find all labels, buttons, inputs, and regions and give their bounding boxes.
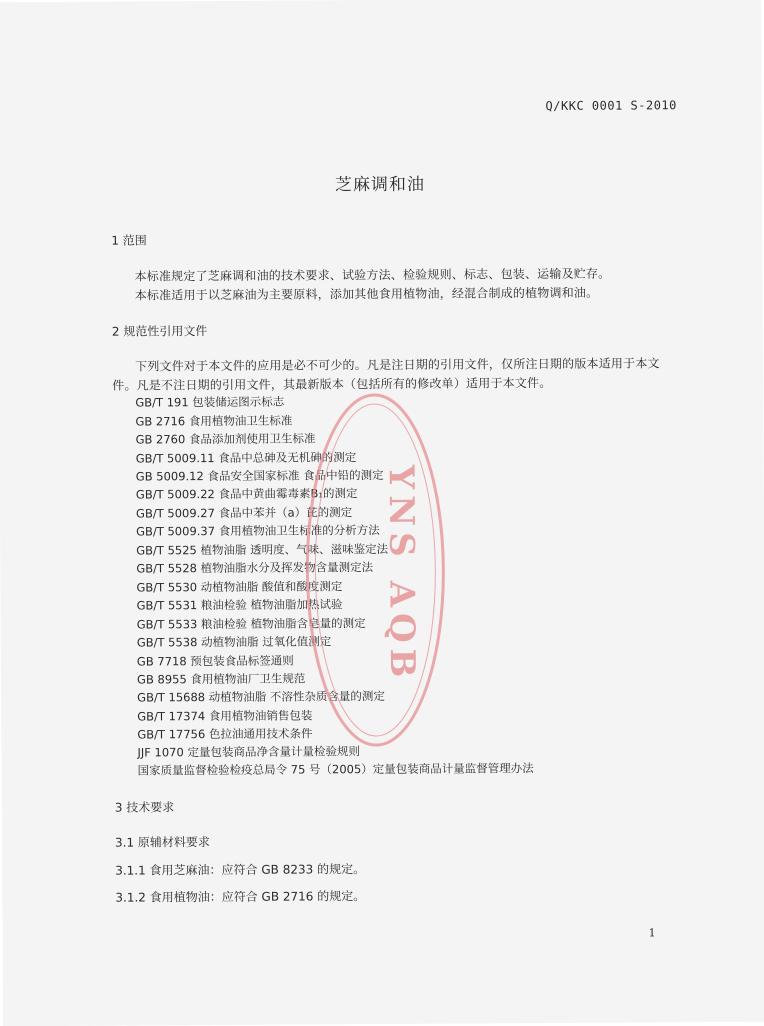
ref-item: GB/T 17374 食用植物油销售包装 (137, 708, 313, 724)
ref-item: GB/T 5525 植物油脂 透明度、气味、滋味鉴定法 (136, 541, 389, 558)
document-title: 芝麻调和油 (334, 174, 426, 196)
ref-item: GB/T 17756 色拉油通用技术条件 (137, 726, 313, 742)
section-2-heading: 2 规范性引用文件 (111, 324, 208, 339)
ref-item: GB/T 15688 动植物油脂 不溶性杂质含量的测定 (137, 688, 385, 705)
ref-item: GB 2760 食品添加剂使用卫生标准 (135, 431, 316, 447)
section-1-line-2: 本标准适用于以芝麻油为主要原料，添加其他食用植物油，经混合制成的植物调和油。 (134, 285, 599, 303)
section-3-1-heading: 3.1 原辅材料要求 (114, 835, 210, 850)
ref-item: JJF 1070 定量包装商品净含量计量检验规则 (137, 744, 360, 760)
ref-item: GB 2716 食用植物油卫生标准 (135, 413, 293, 429)
ref-item: GB/T 5009.22 食品中黄曲霉毒素B₁的测定 (135, 486, 358, 502)
section-3-heading: 3 技术要求 (114, 800, 175, 815)
page-number: 1 (648, 926, 656, 940)
ref-item: GB/T 191 包装储运图示标志 (135, 394, 285, 410)
ref-item: GB 8955 食用植物油厂卫生规范 (136, 671, 306, 687)
section-1-heading: 1 范围 (111, 233, 147, 248)
ref-item: GB/T 5530 动植物油脂 酸值和酸度测定 (136, 579, 343, 595)
ref-item: 国家质量监督检验检疫总局令 75 号（2005）定量包装商品计量监督管理办法 (137, 761, 534, 778)
svg-text:YNS AQB: YNS AQB (380, 464, 423, 684)
section-2-intro-1: 下列文件对于本文件的应用是必不可少的。凡是注日期的引用文件，仅所注日期的版本适用于本文 (135, 356, 660, 374)
ref-item: GB/T 5009.27 食品中苯并（a）芘的测定 (135, 505, 353, 521)
standard-code: Q/KKC 0001 S-2010 (545, 98, 677, 113)
ref-item: GB/T 5009.37 食用植物油卫生标准的分析方法 (136, 523, 380, 539)
ref-item: GB/T 5528 植物油脂水分及挥发物含量测定法 (136, 560, 374, 576)
section-2-intro-2: 件。凡是不注日期的引用文件，其最新版本（包括所有的修改单）适用于本文件。 (112, 375, 552, 393)
ref-item: GB 5009.12 食品安全国家标准 食品中铅的测定 (135, 467, 384, 484)
ref-item: GB 7718 预包装食品标签通则 (136, 653, 294, 669)
ref-item: GB/T 5009.11 食品中总砷及无机砷的测定 (135, 450, 357, 466)
ref-item: GB/T 5531 粮油检验 植物油脂加热试验 (136, 597, 343, 613)
section-3-1-2: 3.1.2 食用植物油：应符合 GB 2716 的规定。 (115, 889, 366, 905)
section-3-1-1: 3.1.1 食用芝麻油：应符合 GB 8233 的规定。 (115, 862, 366, 878)
ref-item: GB/T 5538 动植物油脂 过氧化值测定 (136, 634, 332, 650)
ref-item: GB/T 5533 粮油检验 植物油脂含皂量的测定 (136, 616, 366, 632)
section-1-line-1: 本标准规定了芝麻调和油的技术要求、试验方法、检验规则、标志、包装、运输及贮存。 (134, 266, 611, 284)
